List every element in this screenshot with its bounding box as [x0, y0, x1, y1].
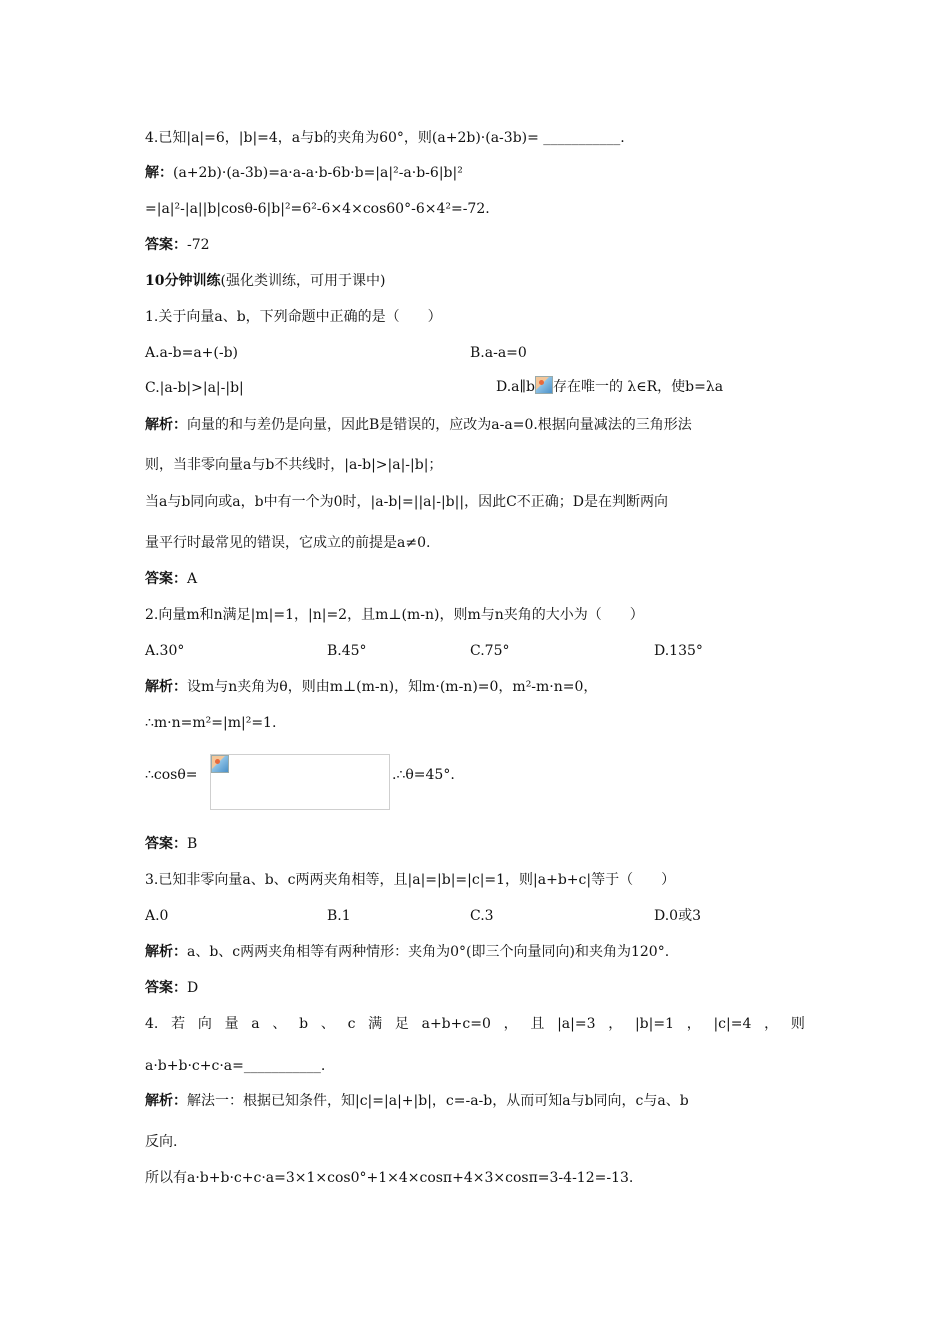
solution-label: 解： [145, 165, 173, 181]
q3-solution [145, 942, 669, 962]
q1-answer [145, 569, 197, 589]
q4-question-part: 若 [171, 1016, 186, 1032]
q4-question-part: ， [608, 1016, 623, 1032]
q4-question-part: c [347, 1016, 356, 1032]
q4-question-part: ， [764, 1016, 779, 1032]
q4-solution-line2: 反向. [145, 1134, 178, 1150]
solution-label: 解析： [145, 679, 187, 695]
q4-question-part: 足 [394, 1016, 409, 1032]
answer-label: 答案： [145, 980, 187, 996]
broken-image-icon [535, 376, 553, 394]
q1-option-b: B.a-a=0 [470, 345, 527, 361]
q1-option-d-pre: D.a∥b [496, 379, 535, 395]
q1-solution-line3: 当a与b同向或a，b中有一个为0时，|a-b|=||a|-|b||，因此C不正确；D是在判断两向 [145, 494, 669, 510]
q1-question: 1.关于向量a、b，下列命题中正确的是（ ） [145, 309, 442, 325]
answer-label: 答案： [145, 836, 187, 852]
q1-option-c: C.|a-b|>|a|-|b| [145, 380, 244, 396]
q4-question-part: |b|=1 [634, 1016, 674, 1032]
solution-label: 解析： [145, 1093, 187, 1109]
q2-option-d: D.135° [654, 643, 703, 659]
q3-option-c: C.3 [470, 908, 494, 924]
prev-q4-solution-line1 [145, 163, 463, 183]
q4-question-line1 [145, 1014, 805, 1034]
q4-question-part: 向 [197, 1016, 212, 1032]
q3-option-a: A.0 [145, 908, 169, 924]
answer-label: 答案： [145, 237, 187, 253]
solution-text: 设m与n夹角为θ，则由m⊥(m-n)，知m·(m-n)=0，m²-m·n=0， [187, 679, 598, 695]
answer-value: B [187, 836, 198, 852]
solution-text: 向量的和与差仍是向量，因此B是错误的，应改为a-a=0.根据向量减法的三角形法 [187, 417, 692, 433]
q3-answer [145, 978, 198, 998]
q1-option-a: A.a-b=a+(-b) [145, 345, 239, 361]
q3-question: 3.已知非零向量a、b、c两两夹角相等，且|a|=|b|=|c|=1，则|a+b+c|等于（ ） [145, 872, 676, 888]
q4-solution-line3: 所以有a·b+b·c+c·a=3×1×cos0°+1×4×cosπ+4×3×cosπ=3-4-12=-13. [145, 1170, 634, 1186]
q2-option-b: B.45° [327, 643, 367, 659]
q2-solution-line3-pre: ∴cosθ= [145, 767, 198, 783]
q4-question-part: 、 [320, 1016, 335, 1032]
prev-q4-question: 4.已知|a|=6，|b|=4，a与b的夹角为60°，则(a+2b)·(a-3b)= ___________. [145, 130, 625, 146]
q2-solution-line3-post: .∴θ=45°. [392, 767, 455, 783]
prev-q4-solution-line2: =|a|²-|a||b|cosθ-6|b|²=6²-6×4×cos60°-6×4²=-72. [145, 201, 490, 217]
q4-question-part: ， [686, 1016, 701, 1032]
formula-image-placeholder [210, 754, 390, 810]
q4-question-part: a+b+c=0 [421, 1016, 491, 1032]
q1-solution-line2: 则，当非零向量a与b不共线时，|a-b|>|a|-|b|； [145, 457, 443, 473]
q4-question-part: |a|=3 [557, 1016, 596, 1032]
answer-label: 答案： [145, 571, 187, 587]
q4-question-line2: a·b+b·c+c·a=___________. [145, 1058, 326, 1074]
solution-text: a、b、c两两夹角相等有两种情形：夹角为0°(即三个向量同向)和夹角为120°. [187, 944, 670, 960]
q2-option-c: C.75° [470, 643, 510, 659]
q2-solution-line2: ∴m·n=m²=|m|²=1. [145, 715, 277, 731]
q4-question-part: 4. [145, 1016, 159, 1032]
q3-option-d: D.0或3 [654, 908, 701, 924]
q4-question-part: 则 [790, 1016, 805, 1032]
broken-image-icon [211, 755, 229, 773]
section-heading [145, 271, 385, 291]
q1-solution-line4: 量平行时最常见的错误，它成立的前提是a≠0. [145, 535, 431, 551]
answer-value: A [187, 571, 198, 587]
q2-question: 2.向量m和n满足|m|=1，|n|=2，且m⊥(m-n)，则m与n夹角的大小为（ ） [145, 607, 644, 623]
q1-solution-line1 [145, 415, 692, 435]
q2-option-a: A.30° [145, 643, 185, 659]
q1-option-d-post: 存在唯一的 λ∈R，使b=λa [552, 379, 724, 395]
section-title: 10分钟训练 [145, 273, 221, 289]
q4-question-part: ， [503, 1016, 518, 1032]
q1-option-d [496, 376, 723, 397]
solution-text: (a+2b)·(a-3b)=a·a-a·b-6b·b=|a|²-a·b-6|b|² [173, 165, 463, 181]
q4-solution-line1 [145, 1091, 689, 1111]
q4-question-part: 量 [224, 1016, 239, 1032]
q4-question-part: |c|=4 [713, 1016, 752, 1032]
prev-q4-answer [145, 235, 210, 255]
answer-value: D [187, 980, 199, 996]
section-subtitle: (强化类训练，可用于课中) [220, 273, 386, 289]
q3-option-b: B.1 [327, 908, 351, 924]
q4-question-part: 且 [530, 1016, 545, 1032]
q4-question-part: b [299, 1016, 309, 1032]
q4-question-part: 、 [272, 1016, 287, 1032]
solution-label: 解析： [145, 417, 187, 433]
q2-answer [145, 834, 197, 854]
solution-label: 解析： [145, 944, 187, 960]
solution-text: 解法一：根据已知条件，知|c|=|a|+|b|，c=-a-b，从而可知a与b同向，c与a、b [187, 1093, 689, 1109]
q4-question-part: 满 [368, 1016, 383, 1032]
q2-solution-line1 [145, 677, 597, 697]
q4-question-part: a [251, 1016, 260, 1032]
answer-value: -72 [187, 237, 210, 253]
